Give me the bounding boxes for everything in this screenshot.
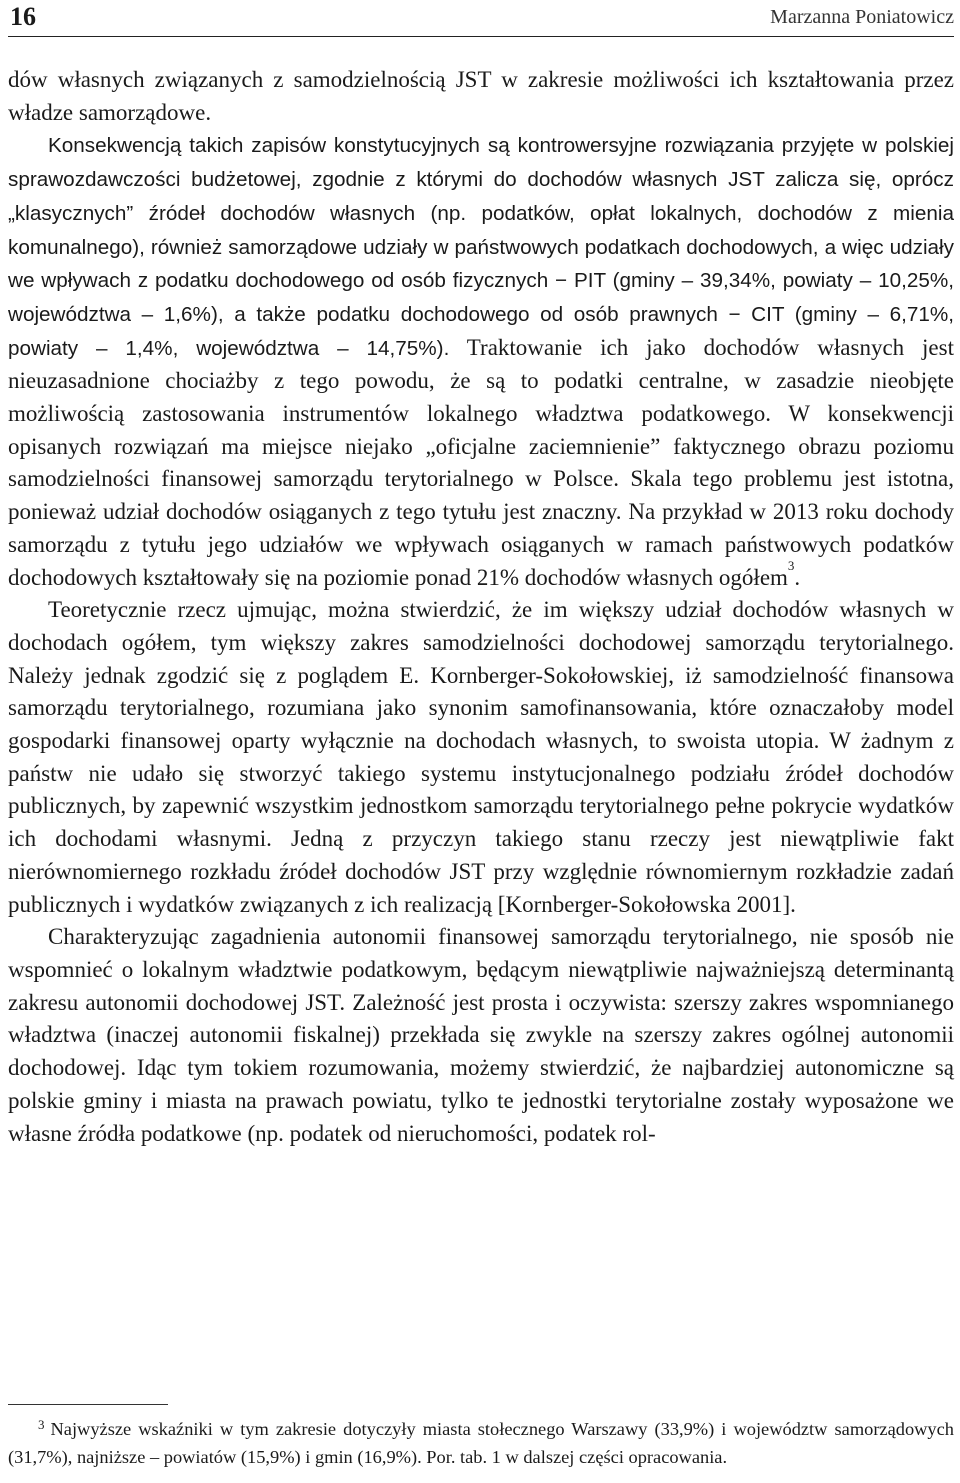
paragraph-continued: dów własnych związanych z samodzielnością JST w zakresie możliwości ich kształtowania przez władze samorządowe. — [8, 67, 954, 125]
footnote-3 — [8, 1416, 954, 1470]
body-text — [8, 64, 954, 1150]
footnote-mark: 3 — [38, 1417, 45, 1432]
running-header — [8, 2, 954, 37]
footnote-text: Najwyższe wskaźniki w tym zakresie dotyczyły miasta stołecznego Warszawy (33,9%) i województw samorządowych (31,7%), najniższe – powiatów (15,9%) i gmin (16,9%). Por. tab. 1 w dalszej części opracowania. — [8, 1419, 954, 1467]
page-number: 16 — [10, 2, 36, 31]
paragraph-2-end: . — [794, 564, 801, 590]
footnote-divider — [8, 1404, 168, 1405]
paragraph-2 — [8, 129, 954, 594]
paragraph-4: Charakteryzując zagadnienia autonomii finansowej samorządu terytorialnego, nie sposób nie wspomnieć o lokalnym władztwie podatkowym, będącym niewątpliwie najważniejszą determinantą zakresu autonomii dochodowej JST. Zależność jest prosta i oczywista: szerszy zakres wspomnianego władztwa (inaczej autonomii fiskalnej) przekłada się zwykle na szerszy zakres ogólnej autonomii dochodowej. Idąc tym tokiem rozumowania, możemy stwierdzić, że najbardziej autonomiczne są polskie gminy i miasta na prawach powiatu, tylko te jednostki terytorialne zostały wyposażone we własne źródła podatkowe (np. podatek od nieruchomości, podatek rol- — [8, 924, 954, 1146]
sans-passage: Konsekwencją takich zapisów konstytucyjnych są kontrowersyjne rozwiązania przyjęte w polskiej sprawozdawczości budżetowej, zgodnie z którymi do dochodów własnych JST zalicza się, oprócz „klasycznych” źródeł dochodów własnych (np. podatków, opłat lokalnych, dochodów z mienia komunalnego), również samorządowe udziały w państwowych podatkach dochodowych, a więc udziały we wpływach z podatku dochodowego od osób fizycznych − PIT (gminy – 39,34%, powiaty – 10,25%, województwa – 1,6%), a także podatku dochodowego od osób prawnych − CIT (gminy – 6,71%, powiaty – 1,4%, województwa – 14,75%). — [8, 134, 954, 360]
running-author: Marzanna Poniatowicz — [770, 6, 954, 28]
footnote-reference: 3 — [787, 557, 795, 573]
paragraph-3: Teoretycznie rzecz ujmując, można stwierdzić, że im większy udział dochodów własnych w dochodach ogółem, tym większy zakres samodzielności dochodowej samorządu terytorialnego. Należy jednak zgodzić się z poglądem E. Kornberger-Sokołowskiej, iż samodzielność finansowa samorządu terytorialnego, rozumiana jako synonim samofinansowania, które oznaczałoby model gospodarki finansowej oparty wyłącznie na dochodach własnych, to swoista utopia. W żadnym z państw nie udało się stworzyć takiego systemu instytucjonalnego podziału źródeł dochodów publicznych, by zapewnić wszystkim jednostkom samorządu terytorialnego pełne pokrycie wydatków ich dochodami własnymi. Jedną z przyczyn takiego stanu rzeczy jest niewątpliwie fakt nierównomiernego rozkładu źródeł dochodów JST przy względnie równomiernym rozkładzie zadań publicznych i wydatków związanych z ich realizacją [Kornberger-Sokołowska 2001]. — [8, 597, 954, 917]
footnotes — [8, 1416, 954, 1470]
paragraph-2-text: Traktowanie ich jako dochodów własnych jest nieuzasadnione chociażby z tego powodu, że są to podatki centralne, w zasadzie nieobjęte możliwością zastosowania instrumentów lokalnego władztwa podatkowego. W konsekwencji opisanych rozwiązań ma miejsce niejako „oficjalne zaciemnienie” faktycznego obrazu poziomu samodzielności finansowej samorządu terytorialnego w Polsce. Skala tego problemu jest istotna, ponieważ udział dochodów osiąganych z tego tytułu jest znaczny. Na przykład w 2013 roku dochody samorządu z tytułu jego udziałów we wpływach osiąganych w ramach państwowych podatków dochodowych kształtowały się na poziomie ponad 21% dochodów własnych ogółem — [8, 334, 954, 590]
